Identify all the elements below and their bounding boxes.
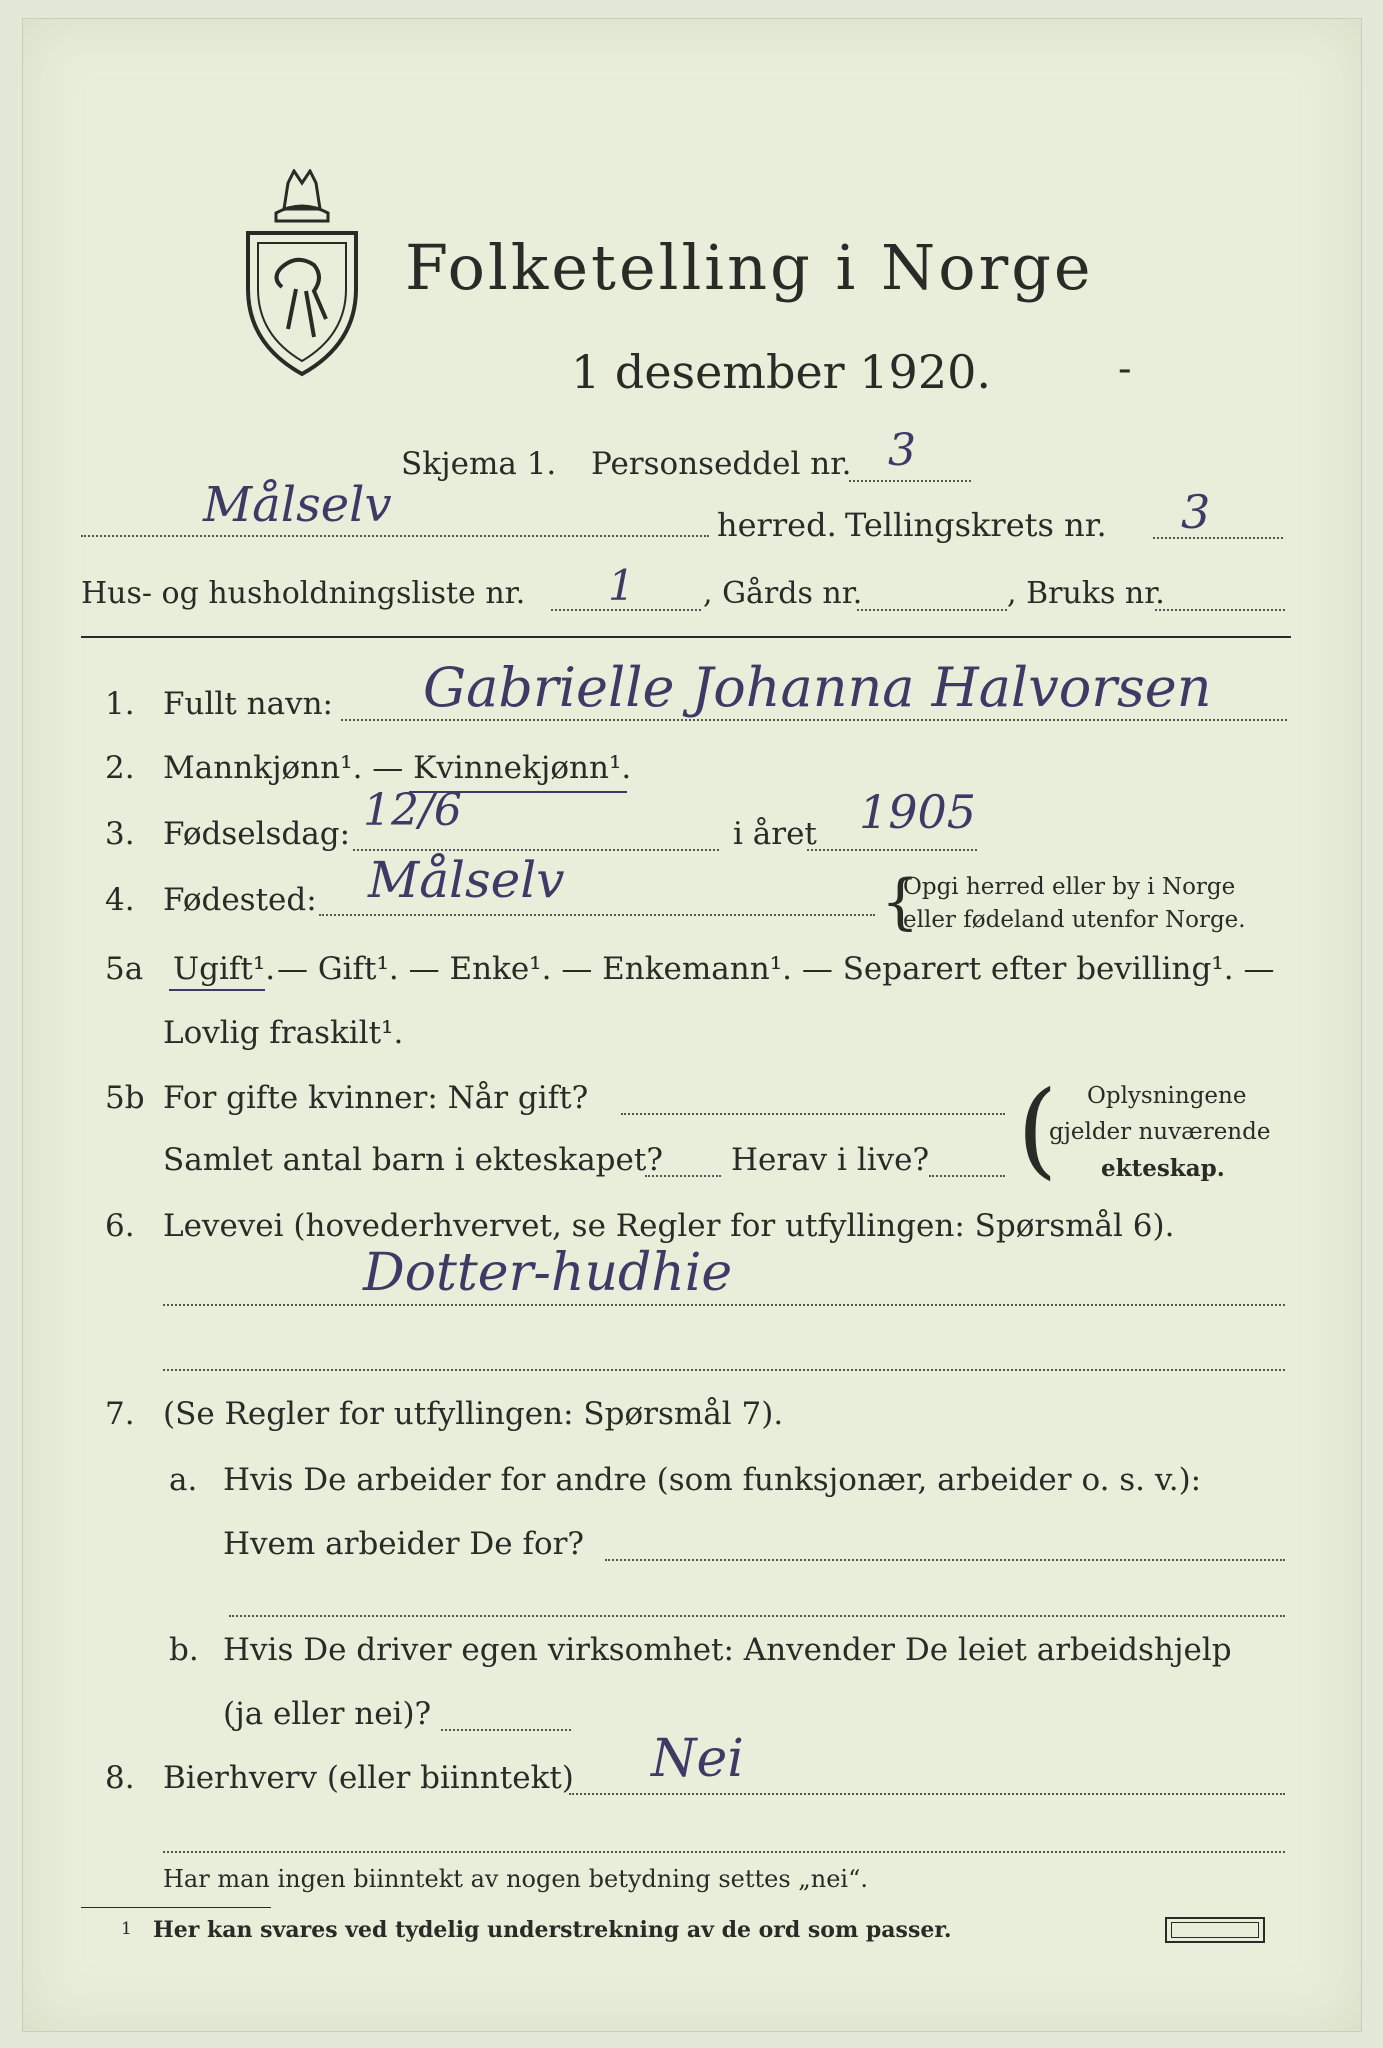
q1-value: Gabrielle Johanna Halvorsen [423,656,1212,719]
tellingskrets-label: Tellingskrets nr. [845,506,1107,544]
q7a-letter: a. [169,1462,198,1498]
skjema-label: Skjema 1. [401,446,557,482]
q4-value: Målselv [368,851,565,909]
hus-label: Hus- og husholdningsliste nr. [81,576,526,611]
q7b-line1: Hvis De driver egen virksomhet: Anvender De leiet arbeidshjelp [223,1632,1232,1668]
q5b-note3: ekteskap. [1101,1155,1225,1182]
q4-note-brace: { [881,867,920,937]
q1-field[interactable] [341,719,1287,721]
q5b-label1: For gifte kvinner: Når gift? [163,1080,589,1116]
gards-label: , Gårds nr. [703,576,863,611]
census-form [22,18,1362,2032]
q6-value: Dotter-hudhie [363,1243,733,1303]
q4-number: 4. [105,882,135,918]
herred-label: herred. [717,506,837,544]
q1-number: 1. [105,686,135,722]
q7a-field-line1[interactable] [605,1559,1285,1561]
bruks-field[interactable] [1155,609,1285,611]
q6-number: 6. [105,1208,135,1244]
q4-label: Fødested: [163,882,317,918]
q1-label: Fullt navn: [163,686,333,722]
q5b-married-field[interactable] [621,1113,1005,1115]
q4-note-line2: eller fødeland utenfor Norge. [903,907,1246,933]
q3-number: 3. [105,816,135,852]
header-dash: - [1118,346,1132,392]
q5b-number: 5b [105,1080,145,1116]
q5b-brace: ( [1017,1068,1058,1190]
footnote-rule [81,1907,271,1908]
coat-of-arms-icon [236,169,368,379]
q2-label: Mannkjønn¹. — Kvinnekjønn¹. [163,750,632,786]
q6-field-line1[interactable] [163,1304,1285,1306]
gards-field[interactable] [857,609,1007,611]
personseddel-field[interactable] [849,480,971,482]
q7a-field-line2[interactable] [229,1615,1285,1617]
q5b-children-field[interactable] [645,1175,721,1177]
footnote-text: Her kan svares ved tydelig understrekning av de ord som passer. [153,1917,952,1943]
q5b-alive-field[interactable] [929,1175,1005,1177]
footer-note: Har man ingen biinntekt av nogen betydning settes „nei“. [163,1865,868,1893]
printer-stamp [1165,1917,1265,1943]
q3-year-value: 1905 [859,785,977,839]
footnote-number: 1 [121,1919,132,1939]
bruks-label: , Bruks nr. [1007,576,1165,611]
q7b-letter: b. [169,1632,199,1668]
q5b-label3: Herav i live? [731,1142,930,1178]
q7b-field[interactable] [441,1729,571,1731]
q6-label: Levevei (hovederhvervet, se Regler for utfyllingen: Spørsmål 6). [163,1208,1175,1244]
q8-label: Bierhverv (eller biinntekt) [163,1760,574,1796]
personseddel-label: Personseddel nr. [591,446,852,482]
q3-label: Fødselsdag: [163,816,351,852]
q4-field[interactable] [319,914,875,916]
q5a-line2: Lovlig fraskilt¹. [163,1015,404,1051]
herred-value: Målselv [203,477,392,533]
tellingskrets-field[interactable] [1153,537,1283,539]
q8-value: Nei [651,1729,744,1789]
q2-number: 2. [105,750,135,786]
q7-label: (Se Regler for utfyllingen: Spørsmål 7). [163,1396,784,1432]
hus-value: 1 [608,561,635,610]
q5b-note2: gjelder nuværende [1049,1119,1271,1145]
q8-field-line2[interactable] [163,1851,1285,1853]
q5b-label2: Samlet antal barn i ekteskapet? [163,1142,663,1178]
q5a-number: 5a [105,951,144,987]
q8-number: 8. [105,1760,135,1796]
q5a-ugift: Ugift¹. [173,951,276,987]
printer-stamp-inner [1171,1922,1259,1938]
q7b-line2: (ja eller nei)? [223,1696,432,1732]
form-title: Folketelling i Norge [405,231,1094,304]
q6-field-line2[interactable] [163,1369,1285,1371]
census-date: 1 desember 1920. [571,345,991,399]
q8-field-line1[interactable] [569,1793,1285,1795]
q3-date-value: 12/6 [363,785,462,836]
q5b-note1: Oplysningene [1087,1083,1247,1109]
tellingskrets-value: 3 [1181,485,1211,539]
q7-number: 7. [105,1396,135,1432]
q7a-line1: Hvis De arbeider for andre (som funksjonær, arbeider o. s. v.): [223,1462,1202,1498]
q3-year-field[interactable] [807,849,977,851]
q3-year-label: i året [733,816,817,852]
ugift-underline [169,989,265,991]
personseddel-value: 3 [888,425,916,476]
q4-note-line1: Opgi herred eller by i Norge [903,874,1236,900]
header-divider [81,636,1291,638]
q5a-options: — Gift¹. — Enke¹. — Enkemann¹. — Separert efter bevilling¹. — [277,951,1275,987]
q7a-line2: Hvem arbeider De for? [223,1526,585,1562]
herred-field[interactable] [81,535,709,537]
